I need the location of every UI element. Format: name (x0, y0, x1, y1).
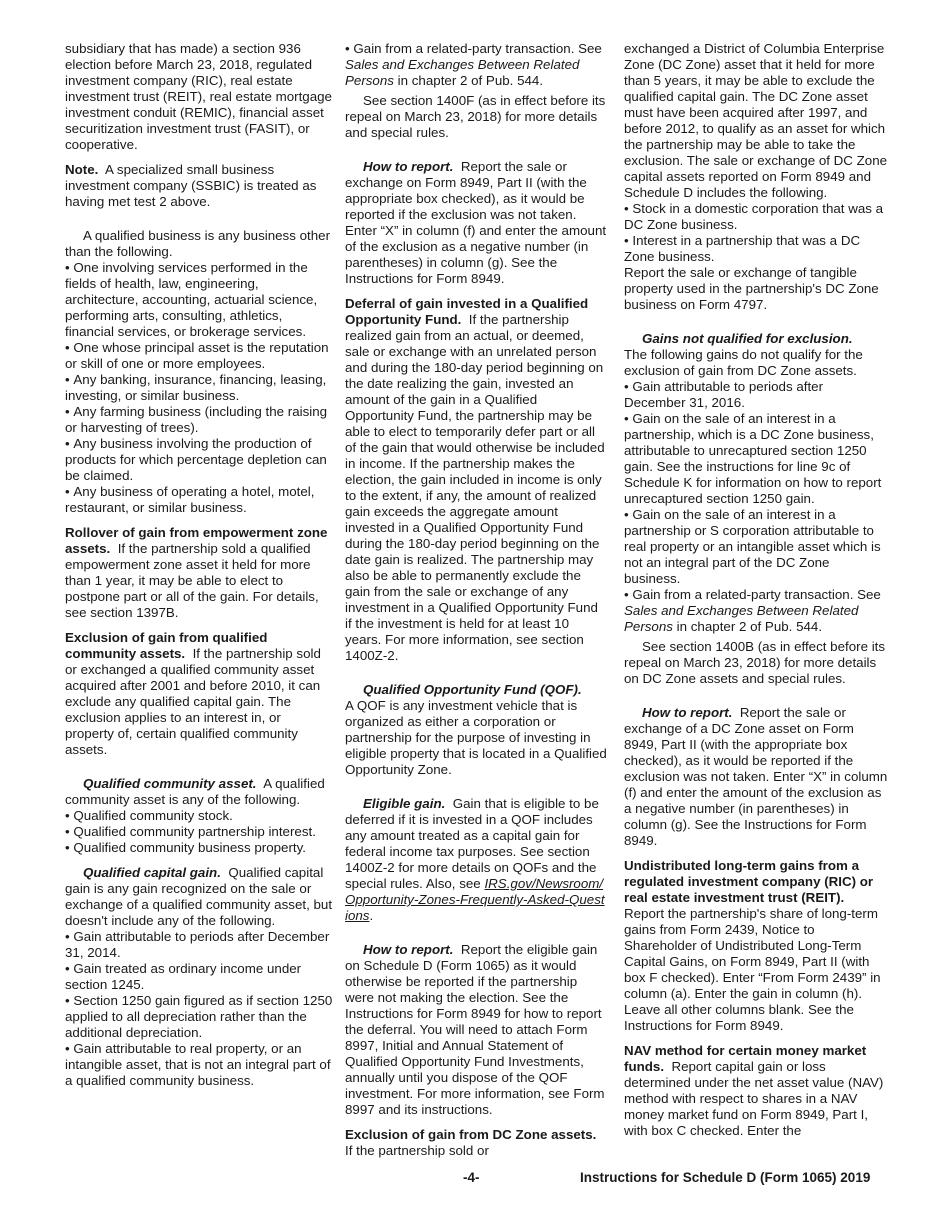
subsection-text: A QOF is any investment vehicle that is organized as either a corporation or partnership for the purpose of investing in eligible property that is located in a Qualified Opportunity Zone. (345, 698, 607, 777)
list-item: • Stock in a domestic corporation that was a DC Zone business. (624, 201, 888, 233)
subsection-text: Report the sale or exchange on Form 8949, Part II (with the appropriate box checked), as it would be reported if the exclusion was not taken. Enter “X” in column (f) and enter the amount of the exclusion as a negative number (in parentheses) in column (g). See the Instructions for Form 8949. (345, 159, 607, 286)
list-item-text: in chapter 2 of Pub. 544. (672, 619, 823, 634)
subsection-how-to-report (345, 159, 607, 287)
subsection-heading: How to report. (363, 942, 454, 957)
irs-faq-link[interactable]: IRS.gov/Newsroom/Opportunity-Zones-Frequently-Asked-Questions (345, 876, 605, 923)
subsection-text: Report the eligible gain on Schedule D (Form 1065) as it would otherwise be reported if the partnership were not making the election. See the Instructions for Form 8949 for how to report the deferral. You will need to attach Form 8997, Initial and Annual Statement of Qualified Opportunity Fund Investments, annually until you dispose of the QOF investment. For more information, see Form 8997 and its instructions. (345, 942, 605, 1117)
section-text: If the partnership sold or exchanged a qualified community asset acquired after 2001 and before 2010, it can exclude any qualified capital gain. The exclusion applies to an interest in, or property of, certain qualified community assets. (65, 646, 321, 757)
column-2 (345, 41, 607, 1168)
list-item: • Gain attributable to periods after December 31, 2016. (624, 379, 888, 411)
section-rollover (65, 525, 333, 621)
note-text: A specialized small business investment company (SSBIC) is treated as having met test 2 above. (65, 162, 317, 209)
section-heading: Rollover of gain from empowerment zone assets. (65, 525, 328, 556)
section-exclusion (65, 630, 333, 758)
section-deferral (345, 296, 607, 664)
paragraph: See section 1400F (as in effect before its repeal on March 23, 2018) for more details and special rules. (345, 93, 606, 140)
subsection-qof (345, 682, 607, 778)
list-item-text: in chapter 2 of Pub. 544. (393, 73, 544, 88)
list-item: • Qualified community stock. (65, 808, 333, 824)
paragraph: A qualified business is any business other than the following. (65, 228, 331, 259)
subsection-text: Report the sale or exchange of a DC Zone asset on Form 8949, Part II (with the appropriate box checked), as it would be reported if the exclusion was not taken. Enter “X” in column (f) and enter the amount of the exclusion as a negative number (in parentheses) in column (g). See the Instructions for Form 8949. (624, 705, 888, 848)
list-item: • Any business involving the production of products for which percentage depletion can be claimed. (65, 436, 333, 484)
subsection-heading: Qualified community asset. (83, 776, 257, 791)
section-heading: NAV method for certain money market funds. (624, 1043, 867, 1074)
list-item: • Any banking, insurance, financing, leasing, investing, or similar business. (65, 372, 333, 404)
subsection-heading: Qualified capital gain. (83, 865, 221, 880)
list-item: • Section 1250 gain figured as if section 1250 applied to all depreciation rather than the additional depreciation. (65, 993, 333, 1041)
note-label: Note. (65, 162, 99, 177)
section-heading: Exclusion of gain from DC Zone assets. (345, 1127, 597, 1142)
list-item: • Gain attributable to real property, or an intangible asset, that is not an integral part of a qualified community business. (65, 1041, 333, 1089)
section-text: If the partnership realized gain from an actual, or deemed, sale or exchange with an unrelated person and during the 180-day period beginning on the date realizing the gain, invested an amount of the gain in a Qualified Opportunity Fund, the partnership may be able to elect to temporarily defer part or all of the gain that would otherwise be included in income. If the partnership makes the election, the gain included in income is only to the extent, if any, the amount of realized gain exceeds the aggregate amount invested in a Qualified Opportunity Fund during the 180-day period beginning on the date gain is realized. The partnership may also be able to permanently exclude the gain from the sale or exchange of any investment in a Qualified Opportunity Fund if the investment is held for at least 10 years. For more information, see section 1400Z-2. (345, 312, 605, 663)
section-heading: Undistributed long-term gains from a regulated investment company (RIC) or real estate investment trust (REIT). (624, 858, 874, 905)
subsection-text: Gain that is eligible to be deferred if it is invested in a QOF includes any amount treated as a capital gain for federal income tax purposes. See section 1400Z-2 for more details on QOFs and the special rules. Also, see (345, 796, 599, 891)
subsection-heading: Gains not qualified for exclusion. (642, 331, 853, 346)
paragraph: See section 1400B (as in effect before its repeal on March 23, 2018) for more details on DC Zone assets and special rules. (624, 639, 886, 686)
list-item: • Interest in a partnership that was a DC Zone business. (624, 233, 888, 265)
section-nav-method (624, 1043, 888, 1139)
subsection-eligible-gain (345, 796, 607, 924)
list-item-text: Gain from a related-party transaction. See (632, 587, 881, 602)
section-text: Report capital gain or loss determined under the net asset value (NAV) method with respect to shares in a NAV money market fund on Form 8949, Part I, with box C checked. Enter the (624, 1059, 884, 1138)
subsection-text: Qualified capital gain is any gain recognized on the sale or exchange of a qualified community asset, but doesn't include any of the following. (65, 865, 333, 928)
subsection-heading: Qualified Opportunity Fund (QOF). (363, 682, 582, 697)
subsection-heading: Eligible gain. (363, 796, 446, 811)
subsection-how-to-report (624, 705, 888, 849)
subsection-text: A qualified community asset is any of the following. (65, 776, 325, 807)
subsection-text: . (369, 908, 374, 923)
paragraph: subsidiary that has made) a section 936 election before March 23, 2018, regulated investment company (RIC), real estate investment trust (REIT), real estate mortgage investment conduit (REMIC), financial asset securitization investment trust (FASIT), or cooperative. (65, 41, 332, 152)
list-item: • One involving services performed in the fields of health, law, engineering, architecture, accounting, actuarial science, performing arts, consulting, athletics, financial services, or brokerage services. (65, 260, 333, 340)
list-item (345, 41, 607, 89)
paragraph: Report the sale or exchange of tangible property used in the partnership's DC Zone business on Form 4797. (624, 265, 879, 312)
paragraph: exchanged a District of Columbia Enterprise Zone (DC Zone) asset that it held for more than 5 years, it may be able to exclude the qualified capital gain. The DC Zone asset must have been acquired after 1997, and before 2012, to qualify as an asset for which the partnership may be able to take the exclusion. The sale or exchange of DC Zone capital assets reported on Form 8949 and Schedule D includes the following. (624, 41, 888, 200)
page-number: -4- (463, 1170, 480, 1185)
list-item: • Gain on the sale of an interest in a partnership or S corporation attributable to real property or an intangible asset which is not an integral part of the DC Zone business. (624, 507, 888, 587)
list-item-text: Gain from a related-party transaction. See (353, 41, 602, 56)
list-item: • Gain on the sale of an interest in a partnership, which is a DC Zone business, attributable to unrecaptured section 1250 gain. See the instructions for line 9c of Schedule K for information on how to report unrecaptured section 1250 gain. (624, 411, 888, 507)
list-item-reference: Sales and Exchanges Between Related Persons (345, 57, 580, 88)
subsection-heading: How to report. (642, 705, 733, 720)
list-item (624, 587, 888, 635)
section-heading: Exclusion of gain from qualified community assets. (65, 630, 268, 661)
list-item: • Any business of operating a hotel, motel, restaurant, or similar business. (65, 484, 333, 516)
document-title: Instructions for Schedule D (Form 1065) 2019 (580, 1170, 871, 1185)
list-item: • Gain treated as ordinary income under section 1245. (65, 961, 333, 993)
subsection-text: The following gains do not qualify for the exclusion of gain from DC Zone assets. (624, 347, 863, 378)
subsection-heading: How to report. (363, 159, 454, 174)
subsection-qcg (65, 865, 333, 929)
list-item: • Qualified community partnership interest. (65, 824, 333, 840)
list-item: • One whose principal asset is the reputation or skill of one or more employees. (65, 340, 333, 372)
list-item: • Gain attributable to periods after December 31, 2014. (65, 929, 333, 961)
section-ric-reit (624, 858, 888, 1034)
column-3 (624, 41, 888, 1148)
section-text: If the partnership sold or (345, 1143, 489, 1158)
list-item-reference: Sales and Exchanges Between Related Persons (624, 603, 859, 634)
note-paragraph (65, 162, 333, 210)
section-text: Report the partnership's share of long-term gains from Form 2439, Notice to Shareholder of Undistributed Long-Term Capital Gains, on Form 8949, Part II (with box F checked). Enter “From Form 2439” in column (a). Enter the gain in column (h). Leave all other columns blank. See the Instructions for Form 8949. (624, 906, 881, 1033)
section-dc-zone (345, 1127, 607, 1159)
list-item: • Any farming business (including the raising or harvesting of trees). (65, 404, 333, 436)
subsection-gains-not-qualified (624, 331, 888, 379)
column-1 (65, 41, 333, 1089)
list-item: • Qualified community business property. (65, 840, 333, 856)
subsection-how-to-report (345, 942, 607, 1118)
subsection-qca (65, 776, 333, 808)
section-text: If the partnership sold a qualified empowerment zone asset it held for more than 1 year, it may be able to elect to postpone part or all of the gain. For details, see section 1397B. (65, 541, 319, 620)
section-heading: Deferral of gain invested in a Qualified Opportunity Fund. (345, 296, 589, 327)
